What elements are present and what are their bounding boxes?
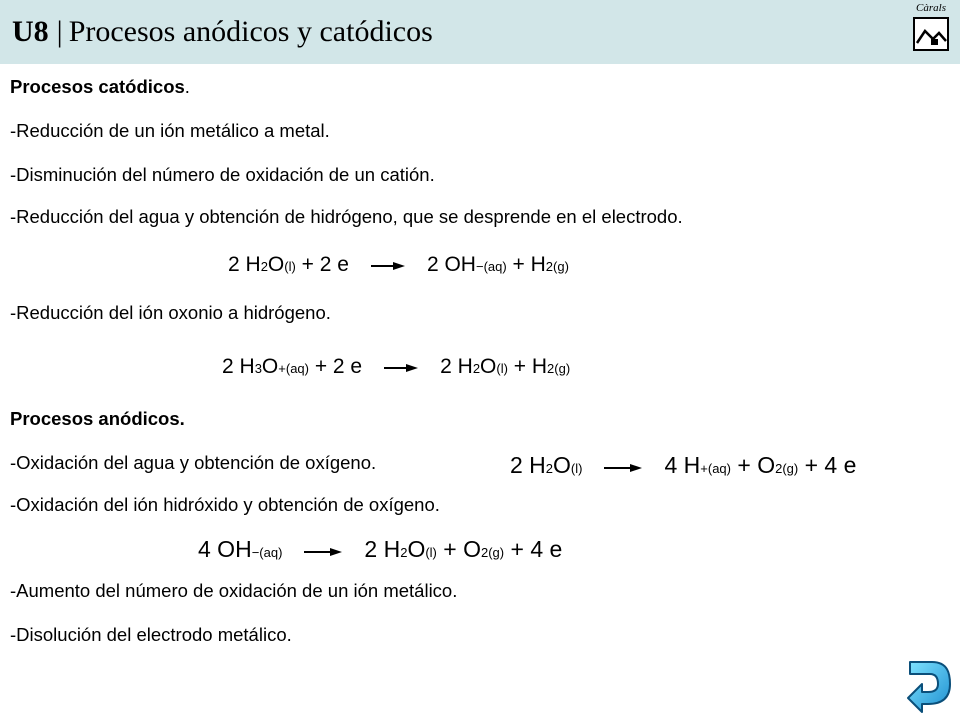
- line-anodic-2: -Oxidación del ión hidróxido y obtención de oxígeno.: [10, 494, 440, 515]
- equation-water-oxidation: 2 H 2 O (l) 4 H + (aq) + O 2(g) + 4 e: [510, 452, 857, 478]
- title-text: Procesos anódicos y catódicos: [68, 15, 433, 48]
- line-cathodic-4: -Reducción del ión oxonio a hidrógeno.: [10, 302, 331, 323]
- logo[interactable]: [908, 2, 954, 52]
- equation-hydroxide-oxidation: 4 OH − (aq) 2 H 2 O (l) + O 2(g) + 4 e: [198, 536, 563, 562]
- line-anodic-1: -Oxidación del agua y obtención de oxígeno.: [10, 452, 377, 473]
- anodic-heading: Procesos anódicos.: [10, 408, 185, 429]
- return-button[interactable]: [904, 658, 954, 716]
- reaction-arrow-icon: [604, 463, 642, 473]
- equation-water-reduction: 2 H 2 O (l) + 2 e 2 OH − (aq) + H 2(g): [228, 253, 569, 276]
- unit-label: U8: [12, 15, 49, 48]
- line-cathodic-1: -Reducción de un ión metálico a metal.: [10, 120, 330, 141]
- reaction-arrow-icon: [384, 363, 418, 373]
- return-arrow-icon: [904, 658, 954, 716]
- house-icon: [913, 17, 949, 51]
- equation-oxonium-reduction: 2 H 3 O + (aq) + 2 e 2 H 2 O (l) + H 2(g): [222, 355, 571, 378]
- logo-text: Càrals: [916, 2, 946, 14]
- reaction-arrow-icon: [304, 547, 342, 557]
- reaction-arrow-icon: [371, 261, 405, 271]
- cathodic-heading: Procesos catódicos.: [10, 76, 190, 97]
- page-title: [12, 14, 433, 50]
- title-bar: [0, 0, 960, 64]
- line-cathodic-3: -Reducción del agua y obtención de hidrógeno, que se desprende en el electrodo.: [10, 206, 683, 227]
- title-separator: |: [56, 15, 63, 48]
- line-cathodic-2: -Disminución del número de oxidación de un catión.: [10, 164, 435, 185]
- line-anodic-4: -Disolución del electrodo metálico.: [10, 624, 292, 645]
- line-anodic-3: -Aumento del número de oxidación de un ión metálico.: [10, 580, 458, 601]
